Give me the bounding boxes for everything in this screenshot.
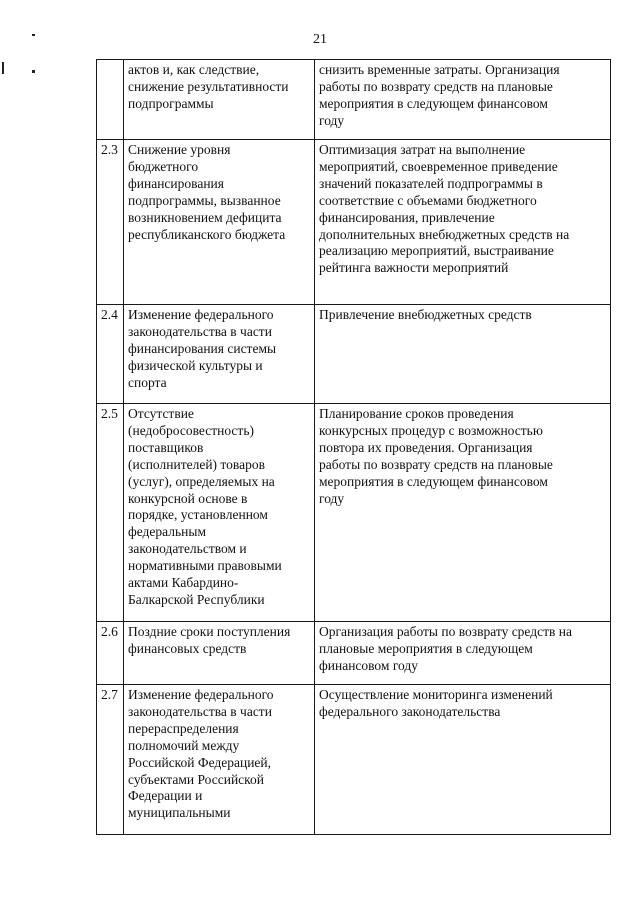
measure-cell: Организация работы по возврату средств на плановые мероприятия в следующем финансовом году: [315, 622, 611, 685]
row-number: 2.6: [97, 622, 124, 685]
row-number: [97, 60, 124, 140]
table-row: [97, 685, 611, 835]
measures-table: [96, 59, 611, 835]
risk-cell: Изменение федерального законодательства в части финансирования системы физической культуры и спорта: [124, 305, 315, 404]
scan-mark-line: [2, 62, 4, 74]
measure-cell: Оптимизация затрат на выполнение мероприятий, своевременное приведение значений показателей подпрограммы в соответствие с объемами бюджетного финансирования, привлечение дополнительных внебюджетных средств на реализацию мероприятий, выстраивание рейтинга важности мероприятий: [315, 140, 611, 305]
table-row: [97, 140, 611, 305]
scan-mark-dot: [32, 70, 35, 73]
risk-cell: Поздние сроки поступления финансовых средств: [124, 622, 315, 685]
table-row: [97, 404, 611, 622]
table-row: [97, 622, 611, 685]
risk-cell: Изменение федерального законодательства в части перераспределения полномочий между Российской Федерацией, субъектами Российской Федерации и муниципальными: [124, 685, 315, 835]
row-number: 2.4: [97, 305, 124, 404]
measure-cell: снизить временные затраты. Организация работы по возврату средств на плановые мероприятия в следующем финансовом году: [315, 60, 611, 140]
page-number: 21: [313, 32, 327, 47]
risk-cell: Снижение уровня бюджетного финансирования подпрограммы, вызванное возникновением дефицита республиканского бюджета: [124, 140, 315, 305]
table-row: [97, 60, 611, 140]
row-number: 2.5: [97, 404, 124, 622]
measure-cell: Планирование сроков проведения конкурсных процедур с возможностью повтора их проведения. Организация работы по возврату средств на плановые мероприятия в следующем финансовом году: [315, 404, 611, 622]
risk-cell: актов и, как следствие, снижение результативности подпрограммы: [124, 60, 315, 140]
risk-cell: Отсутствие (недобросовестность) поставщиков (исполнителей) товаров (услуг), определяемых на конкурсной основе в порядке, установленном федеральным законодательством и нормативными правовыми актами Кабардино- Балкарской Республики: [124, 404, 315, 622]
measure-cell: Осуществление мониторинга изменений федерального законодательства: [315, 685, 611, 835]
row-number: 2.7: [97, 685, 124, 835]
scan-mark-dot: [32, 34, 35, 36]
row-number: 2.3: [97, 140, 124, 305]
measure-cell: Привлечение внебюджетных средств: [315, 305, 611, 404]
table-row: [97, 305, 611, 404]
